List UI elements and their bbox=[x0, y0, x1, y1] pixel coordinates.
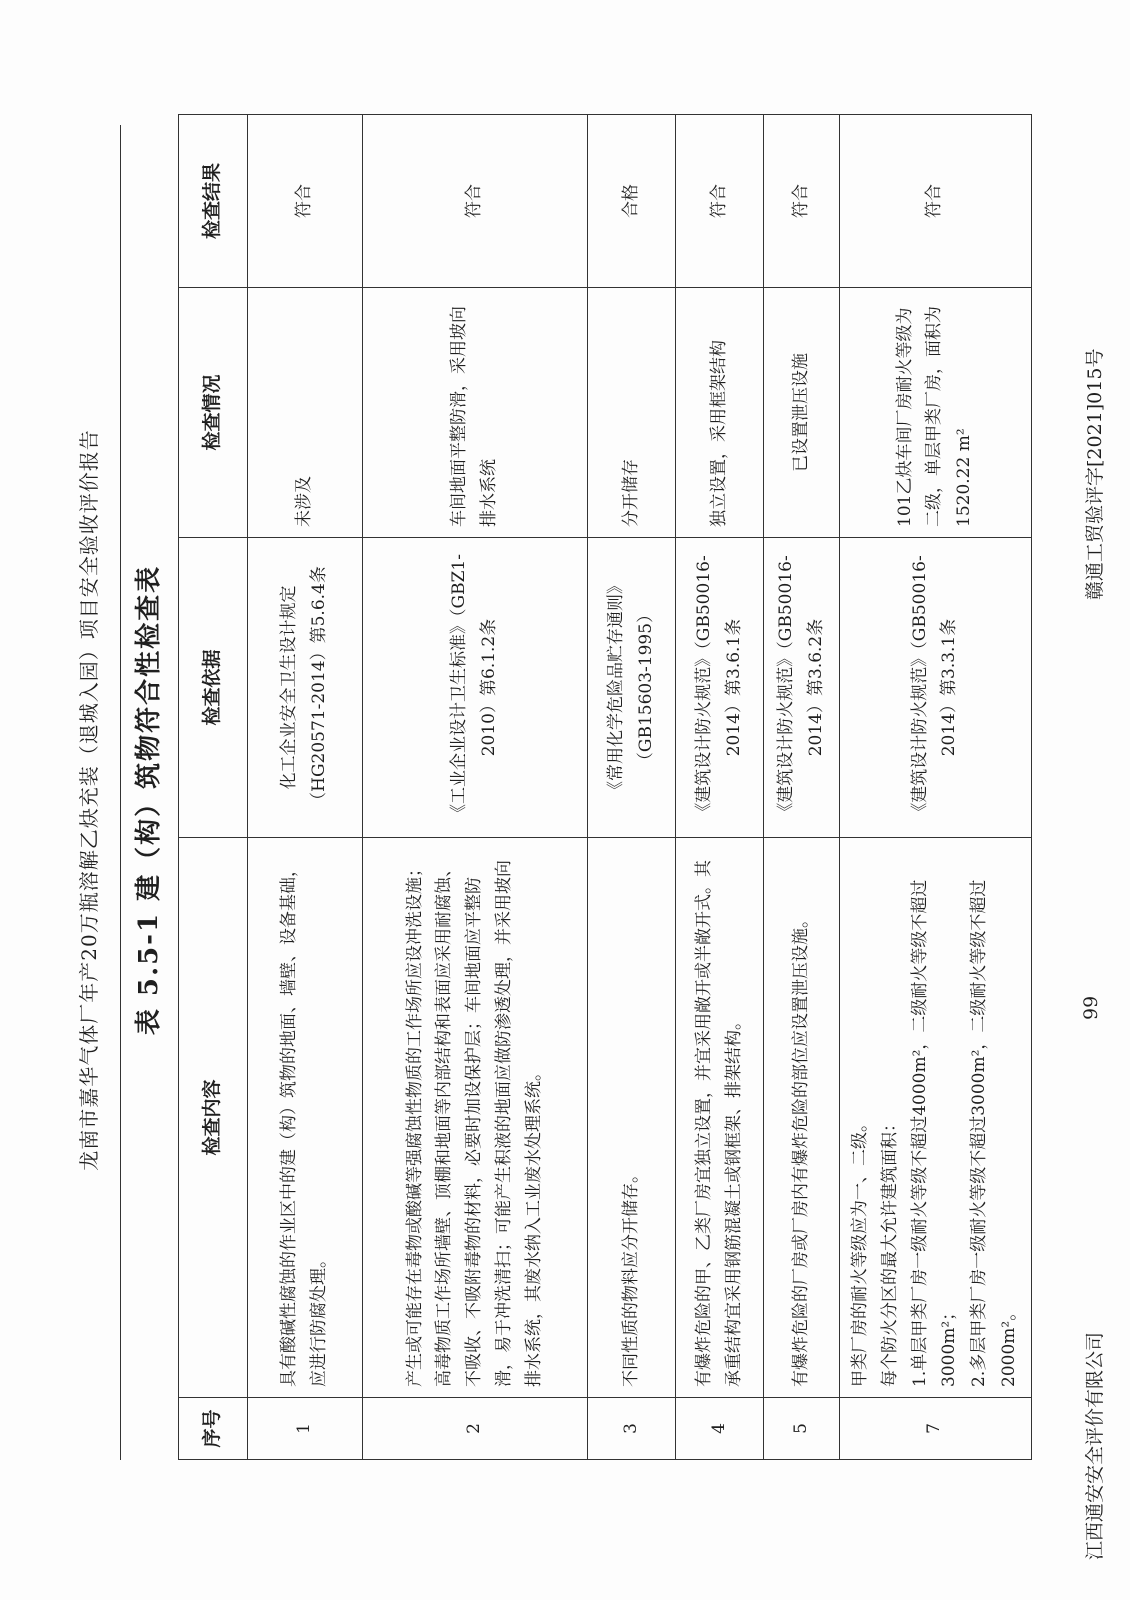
row-basis: 《建筑设计防火规范》（GB50016-2014）第3.3.1条 bbox=[840, 538, 1032, 838]
row-content bbox=[840, 838, 1032, 1398]
row-content: 产生或可能存在毒物或酸碱等强腐蚀性物质的工作场所应设冲洗设施；高毒物质工作场所墙壁、顶棚和地面等内部结构和表面应采用耐腐蚀、不吸收、不吸附毒物的材料，必要时加设保护层；车间地面应平整防滑，易于冲洗清扫；可能产生积液的地面应做防渗透处理，并采用坡向排水系统，其废水纳入工业废水处理系统。 bbox=[363, 838, 588, 1398]
row-content: 具有酸碱性腐蚀的作业区中的建（构）筑物的地面、墙壁、设备基础，应进行防腐处理。 bbox=[248, 838, 363, 1398]
col-header-content: 检查内容 bbox=[179, 838, 248, 1398]
row-situation: 101乙炔车间厂房耐火等级为二级，单层甲类厂房，面积为1520.22 m² bbox=[840, 288, 1032, 538]
row-no: 1 bbox=[248, 1398, 363, 1460]
compliance-check-table bbox=[178, 114, 1032, 1460]
row-basis: 《工业企业设计卫生标准》（GBZ1-2010）第6.1.2条 bbox=[363, 538, 588, 838]
row-situation: 车间地面平整防滑，采用坡向排水系统 bbox=[363, 288, 588, 538]
row-content: 有爆炸危险的甲、乙类厂房宜独立设置，并宜采用敞开或半敞开式。其承重结构宜采用钢筋混凝土或钢框架、排架结构。 bbox=[676, 838, 764, 1398]
table-row bbox=[363, 115, 588, 1460]
row-basis: 《常用化学危险品贮存通则》（GB15603-1995） bbox=[588, 538, 676, 838]
row-basis: 化工企业安全卫生设计规定（HG20571-2014）第5.6.4条 bbox=[248, 538, 363, 838]
col-header-result: 检查结果 bbox=[179, 115, 248, 288]
row-content: 不同性质的物料应分开储存。 bbox=[588, 838, 676, 1398]
table-row bbox=[840, 115, 1032, 1460]
table-row bbox=[588, 115, 676, 1460]
row-situation: 未涉及 bbox=[248, 288, 363, 538]
col-header-situation: 检查情况 bbox=[179, 288, 248, 538]
row-result: 符合 bbox=[676, 115, 764, 288]
row-situation: 分开储存 bbox=[588, 288, 676, 538]
content-line: 2.多层甲类厂房一级耐火等级不超过3000m²，二级耐火等级不超过2000m²。 bbox=[969, 879, 1019, 1387]
row-result: 符合 bbox=[363, 115, 588, 288]
footer-company: 江西通安安全评价有限公司 bbox=[1084, 1331, 1106, 1560]
col-header-basis: 检查依据 bbox=[179, 538, 248, 838]
content-line: 甲类厂房的耐火等级应为一、二级。 bbox=[850, 1115, 870, 1387]
report-header: 龙南市嘉华气体厂年产20万瓶溶解乙炔充装（退城入园）项目安全验收评价报告 bbox=[77, 429, 101, 1171]
row-no: 3 bbox=[588, 1398, 676, 1460]
table-row bbox=[676, 115, 764, 1460]
row-no: 2 bbox=[363, 1398, 588, 1460]
row-result: 符合 bbox=[764, 115, 840, 288]
footer-page-number: 99 bbox=[1080, 995, 1102, 1020]
table-title: 表 5.5-1 建（构）筑物符合性检查表 bbox=[134, 564, 164, 1036]
header-rule bbox=[120, 125, 121, 1460]
footer-doc-number: 赣通工贸验评字[2021]015号 bbox=[1084, 348, 1106, 600]
col-header-no: 序号 bbox=[179, 1398, 248, 1460]
table-header-row bbox=[179, 115, 248, 1460]
row-result: 符合 bbox=[840, 115, 1032, 288]
row-content: 有爆炸危险的厂房或厂房内有爆炸危险的部位应设置泄压设施。 bbox=[764, 838, 840, 1398]
row-no: 7 bbox=[840, 1398, 1032, 1460]
row-basis: 《建筑设计防火规范》（GB50016-2014）第3.6.1条 bbox=[676, 538, 764, 838]
content-line: 1.单层甲类厂房一级耐火等级不超过4000m²，二级耐火等级不超过3000m²； bbox=[909, 879, 960, 1387]
row-no: 5 bbox=[764, 1398, 840, 1460]
row-result: 合格 bbox=[588, 115, 676, 288]
row-no: 4 bbox=[676, 1398, 764, 1460]
row-situation: 已设置泄压设施 bbox=[764, 288, 840, 538]
table-row bbox=[248, 115, 363, 1460]
row-basis: 《建筑设计防火规范》（GB50016-2014）第3.6.2条 bbox=[764, 538, 840, 838]
row-result: 符合 bbox=[248, 115, 363, 288]
row-situation: 独立设置，采用框架结构 bbox=[676, 288, 764, 538]
content-line: 每个防火分区的最大允许建筑面积： bbox=[879, 1115, 900, 1387]
table-row bbox=[764, 115, 840, 1460]
